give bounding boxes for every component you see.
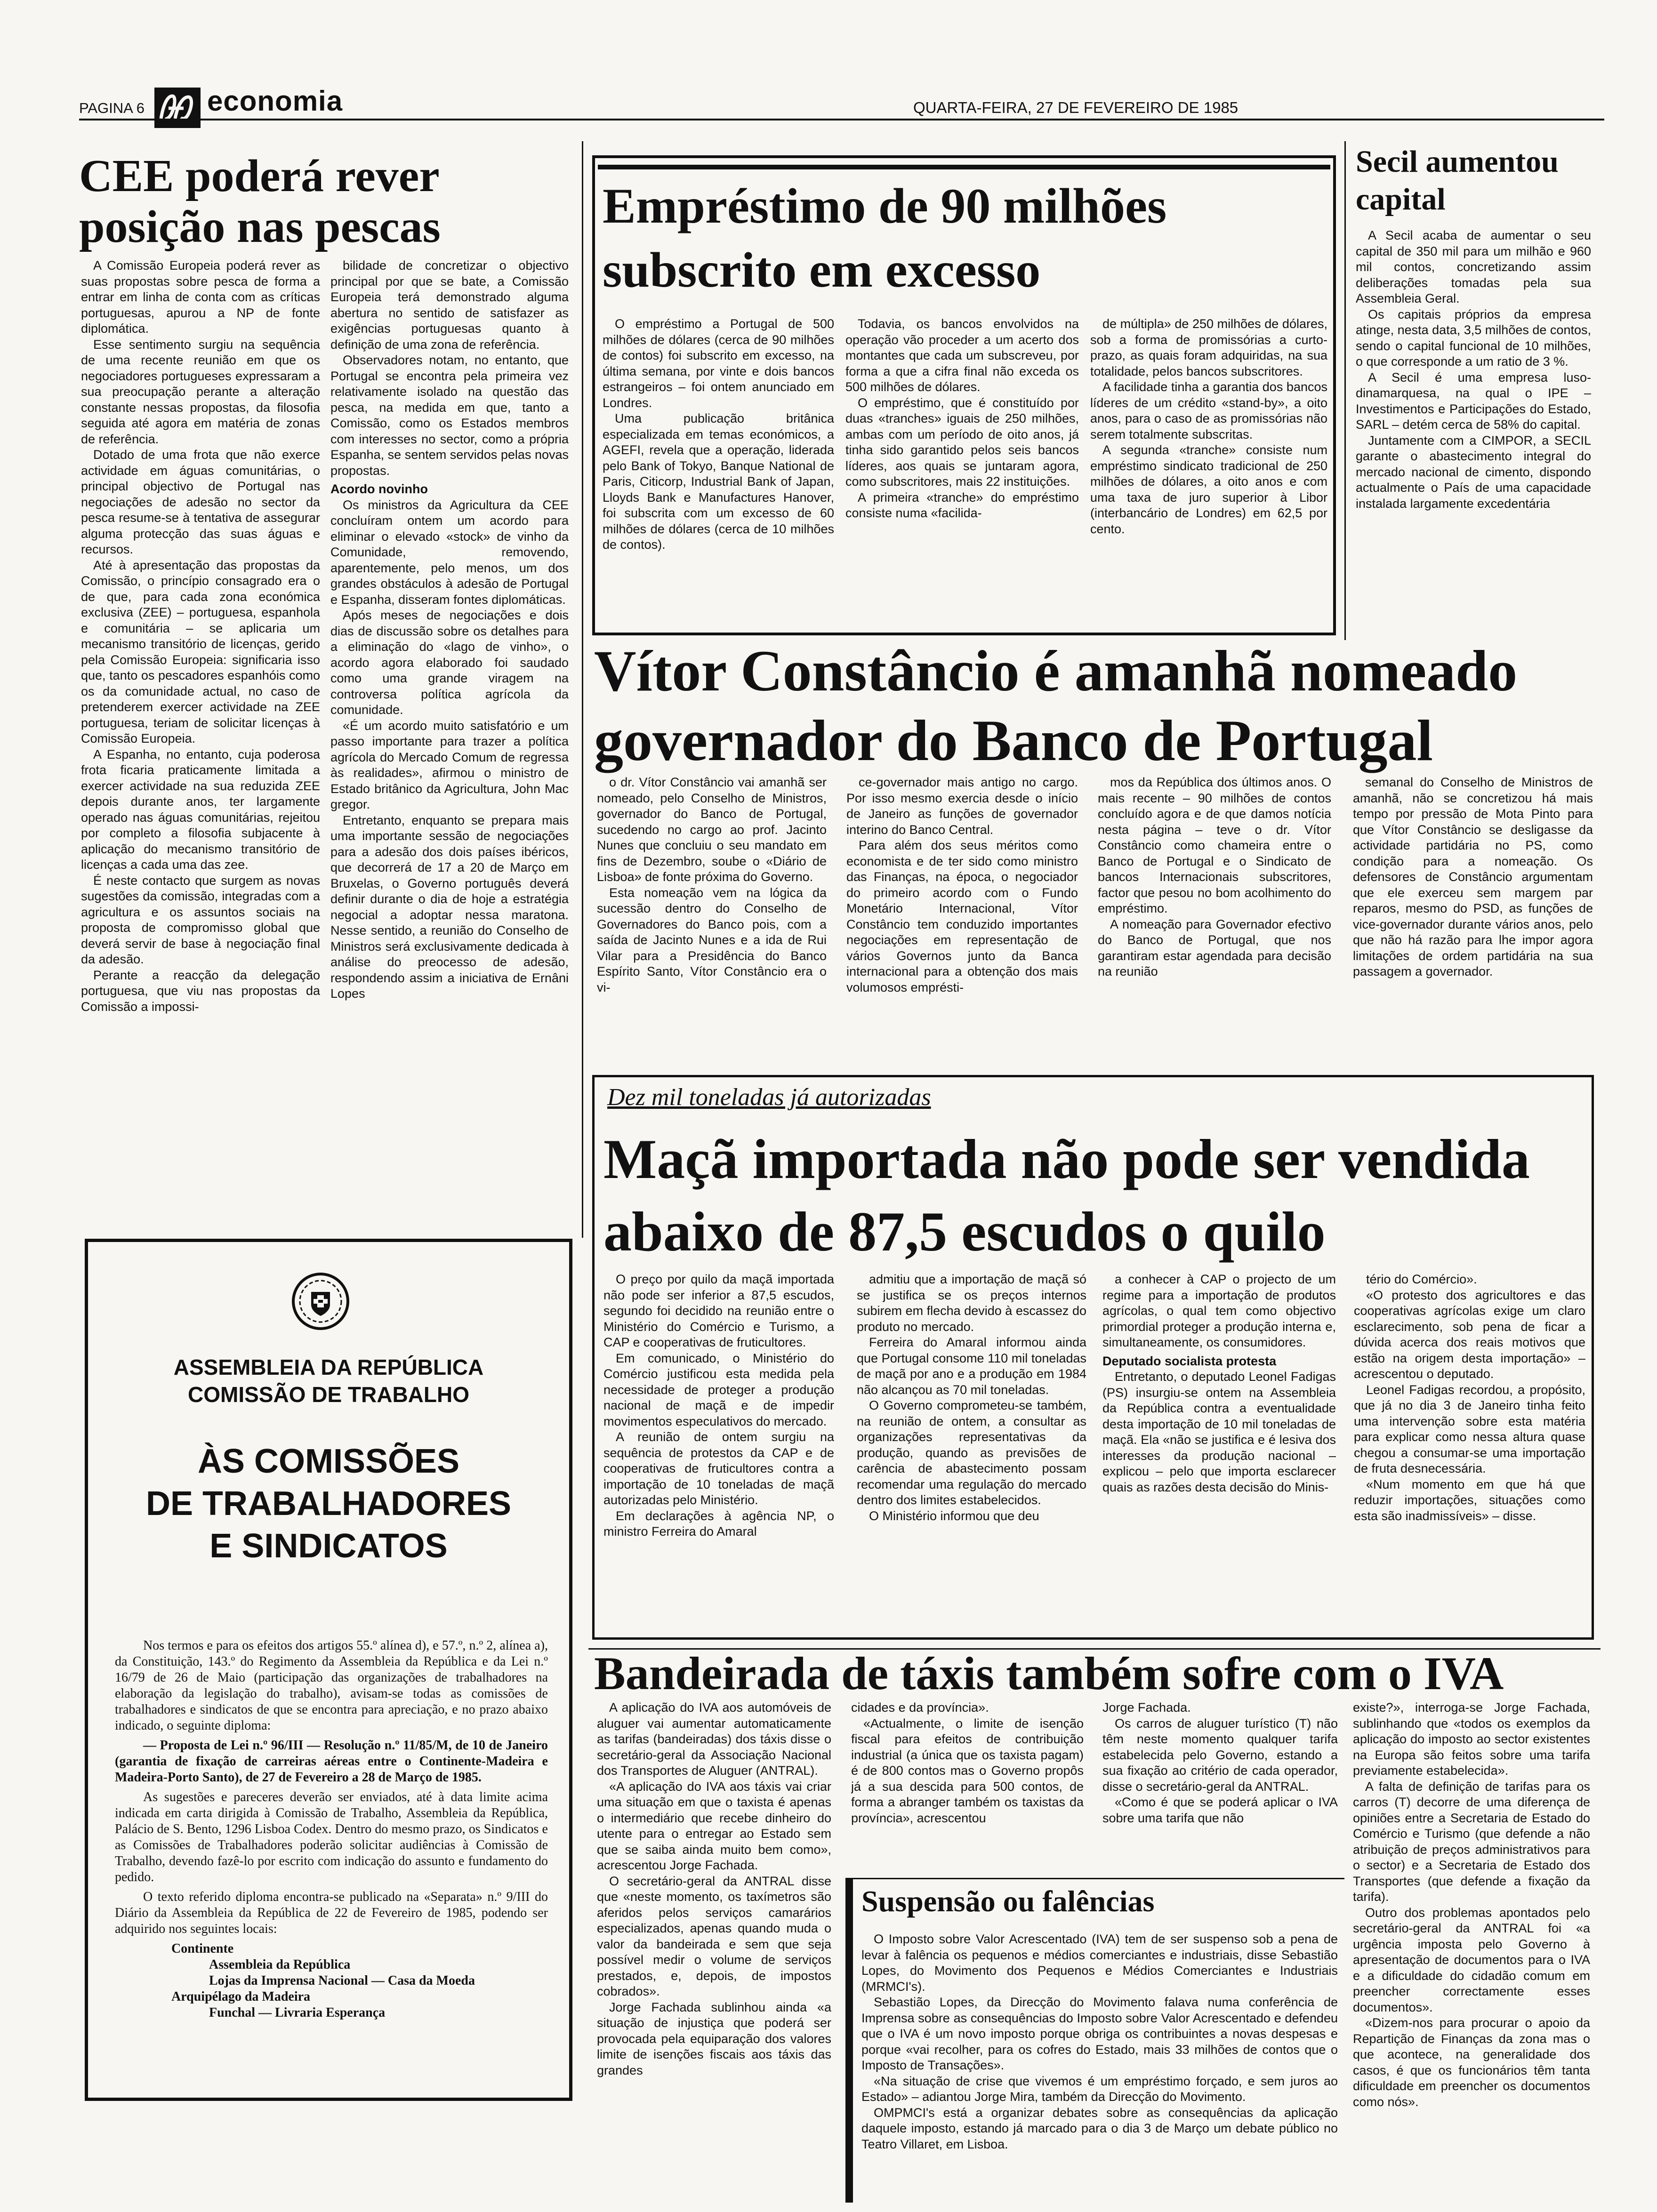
assembleia-para: As sugestões e pareceres deverão ser enviados, até à data limite acima indicada em carta dirigida à Comissão de Trabalho, Assembleia da República, Palácio de S. Bento, 1296 Lisboa Codex. Dentro do mesmo prazo, os Sindicatos e as Comissões de Trabalhadores poderão solicitar audiências à Comissão de Trabalho, devendo fazê-lo por escrito com indicação do assunto e fundamento do pedido. — [115, 1790, 548, 1884]
loan-headline-line1: Empréstimo de 90 milhões — [603, 178, 1167, 233]
loan-headline — [603, 174, 1327, 302]
assembleia-para: O texto referido diploma encontra-se publicado na «Separata» n.º 9/III do Diário da Assembleia da República de 22 de Fevereiro de 1985, podendo ser adquirido nos seguintes locais: — [115, 1890, 548, 1936]
apple-col1 — [603, 1272, 834, 1634]
cee-para: Entretanto, enquanto se prepara mais uma importante sessão de negociações para a adesão dos dois países ibéricos, que decorrerá de 17 a 20 de Março em Bruxelas, o Governo português deverá definir durante o dia de hoje a estratégia negocial a adoptar nessa maratona. Nesse sentido, a reunião do Conselho de Ministros será exclusivamente dedicada à análise do preocesso de adesão, respondendo assim a iniciativa de Ernâni Lopes — [330, 813, 569, 1001]
iva-para: Os carros de aluguer turístico (T) não têm neste momento qualquer tarifa estabelecida pelo Governo, estando a sua fixação ao critério de cada operador, disse o secretário-geral da ANTRAL. — [1102, 1716, 1338, 1794]
secil-headline-line1: Secil aumentou — [1356, 144, 1559, 179]
assembleia-big-heading — [89, 1440, 568, 1567]
column-rule — [582, 141, 583, 1238]
cee-para: Os ministros da Agricultura da CEE concluíram ontem um acordo para eliminar o elevado «stock» de vinho da Comunidade, removendo, aparentemente, pelo menos, um dos grandes obstáculos à adesão de Portugal e Espanha, disseram fontes diplomáticas. — [330, 497, 569, 607]
apple-para: O Ministério informou que deu — [869, 1508, 1039, 1523]
constancio-col3 — [1098, 775, 1331, 1057]
loan-col2 — [845, 316, 1079, 622]
apple-col4 — [1354, 1272, 1585, 1634]
secil-headline — [1356, 143, 1601, 218]
constancio-para: mos da República dos últimos anos. O mais recente – 90 milhões de contos concluído agora e de que damos notícia nesta página – teve o dr. Vítor Constâncio como chameira entre o Banco de Portugal e o Sindicato de bancos Internacionais subscritores, factor que pesou no bom acolhimento do empréstimo. — [1098, 775, 1331, 915]
constancio-headline-line2: governador do Banco de Portugal — [594, 708, 1433, 773]
apple-kicker: Dez mil toneladas já autorizadas — [607, 1084, 931, 1111]
constancio-para: Para além dos seus méritos como economista e de ter sido como ministro das Finanças, na época, o negociador do primeiro acordo com o Fundo Monetário Internacional, Vítor Constâncio tem conduzido importantes negociações em representação de vários Governos junto da Banca internacional para a obtenção dos mais volumosos emprésti- — [846, 838, 1078, 994]
iva-col4 — [1353, 1700, 1590, 2194]
constancio-col4 — [1353, 775, 1593, 1057]
loan-para: A segunda «tranche» consiste num empréstimo sindicato tradicional de 250 milhões de dólares, a oito anos e com uma taxa de juro superior à Libor (interbancário de Londres) em 62,5 por cento. — [1090, 443, 1327, 536]
iva-para: cidades e da província». — [851, 1700, 989, 1715]
apple-para: Em comunicado, o Ministério do Comércio justificou esta medida pela necessidade de proteger a produção nacional de maçã e de impedir movimentos especulativos do mercado. — [603, 1351, 834, 1428]
cee-headline — [79, 151, 578, 252]
apple-para: A reunião de ontem surgiu na sequência de protestos da CAP e de cooperativas de fruticultores contra a importação de 10 toneladas de maçã autorizadas pelo Ministério. — [603, 1430, 834, 1507]
cee-para: «É um acordo muito satisfatório e um passo importante para trazer a política agrícola do Mercado Comum de regressa às realidades», afirmou o ministro de Estado britânico da Agricultura, John Mac gregor. — [330, 718, 569, 811]
page-number: PAGINA 6 — [79, 100, 145, 116]
secil-para: Juntamente com a CIMPOR, a SECIL garante o abastecimento integral do mercado nacional de cimento, dispondo actualmente o País de uma capacidade instalada largamente excedentária — [1356, 433, 1591, 511]
suspension-para: «Na situação de crise que vivemos é um empréstimo forçado, e sem juros ao Estado» – adiantou Jorge Mira, também da Direcção do Movimento. — [861, 2074, 1338, 2104]
cee-para: Até à apresentação das propostas da Comissão, o princípio consagrado era o de que, para cada zona económica exclusiva (ZEE) – portuguesa, espanhola e comunitária – se aplicaria um mecanismo transitório de licenças, gerido pela Comissão Europeia: significaria isso que, tanto os pescadores espanhóis como os da comunidade actual, no caso de pretenderem exercer actividade na ZEE portuguesa, teriam de solicitar licenças à Comissão Europeia. — [81, 558, 320, 745]
cee-headline-line1: CEE poderá rever — [79, 151, 440, 201]
iva-para: «Actualmente, o limite de isenção fiscal para efeitos de contribuição industrial (a única que os taxista pagam) é de 800 contos mas o Governo propôs já a sua descida para 500 contos, de forma a abranger também os taxistas da província», acrescentou — [851, 1716, 1084, 1825]
cee-para: É neste contacto que surgem as novas sugestões da comissão, integradas com a agricultura e os assuntos sociais na proposta de compromisso global que deverá servir de base à negociação final da adesão. — [81, 873, 320, 966]
iva-para: O secretário-geral da ANTRAL disse que «neste momento, os taxímetros são aferidos pelos serviços camarários especializados, apenas quando muda o valor da bandeirada e sem que seja possível medir o volume de serviços prestados, e, depois, de impostos cobrados». — [597, 1874, 831, 1998]
apple-headline-line2: abaixo de 87,5 escudos o quilo — [603, 1200, 1326, 1263]
assembleia-big-line2: DE TRABALHADORES — [145, 1485, 511, 1523]
secil-para: A Secil acaba de aumentar o seu capital de 350 mil para um milhão e 960 mil contos, concretizando assim deliberações tomadas pela sua Assembleia Geral. — [1356, 228, 1591, 305]
iva-para: A falta de definição de tarifas para os carros (T) decorre de uma diferença de opiniões entre a Secretaria de Estado do Comércio e Turismo (que defende a não atribuição de preços administrativos para o sector) e a Secretaria de Estado dos Transportes (que defende a fixação da tarifa). — [1353, 1779, 1590, 1904]
loan-para: A facilidade tinha a garantia dos bancos líderes de um crédito «stand-by», a oito anos, para o caso de as promissórias não serem totalmente subscritas. — [1090, 380, 1327, 441]
suspension-headline: Suspensão ou falências — [861, 1884, 1155, 1918]
apple-headline — [603, 1123, 1592, 1268]
apple-para: a conhecer à CAP o projecto de um regime para a importação de produtos agrícolas, o qual tem como objectivo primordial proteger a produção interna e, simultaneamente, os consumidores. — [1102, 1272, 1336, 1349]
suspension-para: OMPMCI's está a organizar debates sobre as consequências da aplicação daquele imposto, estando já marcado para o dia 3 de Março um debate público no Teatro Villaret, em Lisboa. — [861, 2105, 1338, 2151]
header-rule — [79, 119, 1604, 120]
loan-para: Uma publicação britânica especializada em temas económicos, a AGEFI, revela que a operação, liderada pelo Bank of Tokyo, Banque National de Paris, Citicorp, Industrial Bank of Japan, Lloyds Bank e Manufactures Hanover, foi subscrita com um excesso de 60 milhões de dólares (cerca de 10 milhões de contos). — [603, 411, 834, 552]
iva-para: «Dizem-nos para procurar o apoio da Repartição de Finanças da zona mas o que acontece, na generalidade dos casos, é que os funcionários têm tanta dificuldade em preencher os documentos como nós». — [1353, 2016, 1590, 2109]
newspaper-logo-icon — [154, 88, 201, 128]
iva-headline: Bandeirada de táxis também sofre com o IVA — [594, 1647, 1504, 1699]
constancio-headline-line1: Vítor Constâncio é amanhã nomeado — [594, 639, 1518, 703]
apple-para: Leonel Fadigas recordou, a propósito, que já no dia 3 de Janeiro tinha feito uma intervenção sobre esta matéria para explicar como nessa altura quase chegou a consumar-se uma importação de fruta desnecessária. — [1354, 1382, 1585, 1475]
constancio-para: o dr. Vítor Constâncio vai amanhã ser nomeado, pelo Conselho de Ministros, governador do Banco de Portugal, sucedendo no cargo ao prof. Jacinto Nunes que concluiu o seu mandato em fins de Dezembro, soube o «Diário de Lisboa» de fonte próxima do Governo. — [597, 775, 827, 884]
iva-para: Jorge Fachada sublinhou ainda «a situação de injustiça que poderá ser provocada pela equiparação dos valores limite de isenções fiscais aos táxis das grandes — [597, 2000, 831, 2077]
assembleia-location: Assembleia da República — [209, 1957, 351, 1972]
loan-para: O empréstimo, que é constituído por duas «tranches» iguais de 250 milhões, ambas com um período de oito anos, já tinha sido garantido pelos seis bancos líderes, aos quais se juntaram agora, como subscritores, mais 22 instituições. — [845, 395, 1079, 489]
apple-subhead: Deputado socialista protesta — [1102, 1354, 1277, 1368]
constancio-col2 — [846, 775, 1078, 1057]
loan-top-rule — [598, 165, 1330, 169]
constancio-para: Esta nomeação vem na lógica da sucessão dentro do Conselho de Governadores do Banco pois, com a saída de Jacinto Nunes e a ida de Rui Vilar para a Presidência do Banco Espírito Santo, Vítor Constâncio era o vi- — [597, 885, 827, 994]
iva-para: «A aplicação do IVA aos táxis vai criar uma situação em que o taxista é apenas o intermediário que recebe dinheiro do utente para o entregar ao Estado sem que se saiba ainda muito bem como», acrescentou Jorge Fachada. — [597, 1779, 831, 1872]
cee-col1 — [81, 258, 320, 1227]
suspension-box-top-rule — [845, 1878, 1344, 1879]
assembleia-para-bold: — Proposta de Lei n.º 96/III — Resolução n.º 11/85/M, de 10 de Janeiro (garantia de fixação de carreiras aéreas entre o Continente-Madeira e Madeira-Porto Santo), de 27 de Fevereiro a 28 de Março de 1985. — [115, 1738, 548, 1785]
apple-para: O Governo comprometeu-se também, na reunião de ontem, a consultar as organizações representativas da produção, quando as previsões de carência de abastecimento possam recomendar uma regulação do mercado dentro dos limites estabelecidos. — [857, 1398, 1086, 1507]
iva-para: «Como é que se poderá aplicar o IVA sobre uma tarifa que não — [1102, 1795, 1338, 1825]
iva-para: A aplicação do IVA aos automóveis de aluguer vai aumentar automaticamente as tarifas (bandeiradas) dos táxis disse o secretário-geral da Associação Nacional dos Transportes de Aluguer (ANTRAL). — [597, 1700, 831, 1778]
apple-col2 — [857, 1272, 1086, 1634]
apple-col3 — [1102, 1272, 1336, 1634]
cee-col2 — [330, 258, 569, 1227]
apple-para: «Num momento em que há que reduzir importações, situações como esta são inadmissíveis» – disse. — [1354, 1477, 1585, 1523]
loan-para: A primeira «tranche» do empréstimo consiste numa «facilida- — [845, 490, 1079, 520]
cee-para: A Comissão Europeia poderá rever as suas propostas sobre pesca de forma a entrar em linha de conta com as críticas portuguesas, apurou a NP de fonte diplomática. — [81, 258, 320, 336]
assembleia-line2: COMISSÃO DE TRABALHO — [188, 1382, 469, 1407]
assembleia-location: Arquipélago da Madeira — [171, 1989, 311, 2004]
secil-col — [1356, 228, 1591, 642]
secil-headline-line2: capital — [1356, 182, 1446, 216]
assembleia-para: Nos termos e para os efeitos dos artigos 55.º alínea d), e 57.º, n.º 2, alínea a), da Constituição, 143.º do Regimento da Assembleia da República e da Lei n.º 16/79 de 26 de Maio (participação das organizações de trabalhadores na elaboração da legislação do trabalho), avisam-se todas as comissões de trabalhadores e sindicatos de que se encontra para apreciação, e no prazo abaixo indicado, o seguinte diploma: — [115, 1638, 548, 1733]
constancio-headline — [594, 636, 1606, 776]
loan-para: Todavia, os bancos envolvidos na operação vão proceder a um acerto dos montantes que cada um subscreveu, por forma a que a cifra final não exceda os 500 milhões de dólares. — [845, 317, 1079, 394]
assembleia-title — [89, 1354, 568, 1408]
assembleia-location: Funchal — Livraria Esperança — [209, 2005, 386, 2020]
loan-col3 — [1090, 316, 1327, 622]
apple-para: admitiu que a importação de maçã só se justifica se os preços internos subirem em flecha devido à escassez do produto no mercado. — [857, 1272, 1086, 1334]
cee-para: Perante a reacção da delegação portuguesa, que viu nas propostas da Comissão a impossi- — [81, 968, 320, 1014]
iva-col1 — [597, 1700, 831, 2194]
coat-of-arms-icon — [290, 1271, 351, 1332]
suspension-para: Sebastião Lopes, da Direcção do Movimento falava numa conferência de Imprensa sobre as consequências do Imposto sobre Valor Acrescentado e defendeu que o IVA é um novo imposto porque obriga os contribuintes a novas despesas e porque «vai recolher, para os cofres do Estado, mais 33 milhões de contos que o Imposto de Transações». — [861, 1995, 1338, 2072]
cee-para: A Espanha, no entanto, cuja poderosa frota ficaria praticamente limitada a exercer actividade na sua reduzida ZEE depois durante anos, ter largamente operado nas águas comunitárias, rejeitou por completo a filosofia subjacente à aplicação do mecanismo transitório de licenças a cada uma das zee. — [81, 747, 320, 872]
iva-col3 — [1102, 1700, 1338, 1874]
column-rule — [1344, 141, 1346, 640]
iva-col2 — [851, 1700, 1084, 1874]
cee-para: Esse sentimento surgiu na sequência de uma recente reunião em que os negociadores portugueses expressaram a sua preocupação perante a alteração constante nessas propostas, da filosofia seguida até agora em matéria de zonas de referência. — [81, 337, 320, 446]
cee-subhead: Acordo novinho — [330, 482, 428, 496]
iva-para: Jorge Fachada. — [1102, 1700, 1191, 1715]
constancio-para: A nomeação para Governador efectivo do Banco de Portugal, que nos garantiram estar agendada para decisão na reunião — [1098, 917, 1331, 978]
loan-para: O empréstimo a Portugal de 500 milhões de dólares (cerca de 90 milhões de contos) foi subscrito em excesso, na última semana, por vinte e dois bancos estrangeiros – foi ontem anunciado em Londres. — [603, 317, 834, 410]
assembleia-location: Lojas da Imprensa Nacional — Casa da Moeda — [209, 1973, 475, 1988]
apple-para: O preço por quilo da maçã importada não pode ser inferior a 87,5 escudos, segundo foi decidido na reunião entre o Ministério do Comércio e Turismo, a CAP e cooperativas de fruticultores. — [603, 1272, 834, 1349]
apple-para: Ferreira do Amaral informou ainda que Portugal consome 110 mil toneladas de maçã por ano e a produção em 1984 não alcançou as 70 mil toneladas. — [857, 1335, 1086, 1397]
apple-para: «O protesto dos agricultores e das cooperativas agrícolas exige um claro esclarecimento, sob pena de ficar a dúvida acerca dos reais motivos que estão na origem desta importação» – acrescentou o deputado. — [1354, 1288, 1585, 1381]
suspension-body — [861, 1931, 1338, 2204]
iva-para: Outro dos problemas apontados pelo secretário-geral da ANTRAL foi «a urgência imposta pelo Governo à apresentação de documentos para o IVA e a dificuldade do cidadão comum em preencher correctamente esses documentos». — [1353, 1905, 1590, 2014]
loan-col1 — [603, 316, 834, 622]
section-title: economia — [207, 85, 343, 117]
apple-headline-line1: Maçã importada não pode ser vendida — [603, 1128, 1530, 1190]
assembleia-body — [115, 1638, 548, 2090]
apple-para: tério do Comércio». — [1366, 1272, 1477, 1286]
secil-para: Os capitais próprios da empresa atinge, nesta data, 3,5 milhões de contos, sendo o capital funcional de 10 milhões, o que corresponde a um ratio de 3 %. — [1356, 307, 1591, 369]
assembleia-big-line1: ÀS COMISSÕES — [197, 1443, 460, 1480]
assembleia-location: Continente — [171, 1941, 234, 1956]
secil-para: A Secil é uma empresa luso-dinamarquesa, na qual o IPE – Investimentos e Participações do Estado, SARL – detém cerca de 58% do capital. — [1356, 370, 1591, 432]
apple-para: Em declarações à agência NP, o ministro Ferreira do Amaral — [603, 1508, 834, 1539]
edition-date: QUARTA-FEIRA, 27 DE FEVEREIRO DE 1985 — [913, 99, 1239, 116]
cee-para: bilidade de concretizar o objectivo principal por que se bate, a Comissão Europeia terá demonstrado alguma abertura no sentido de satisfazer as exigências portuguesas quanto à definição de uma zona de referência. — [330, 258, 569, 352]
cee-headline-line2: posição nas pescas — [79, 201, 441, 252]
loan-headline-line2: subscrito em excesso — [603, 242, 1041, 297]
assembleia-line1: ASSEMBLEIA DA REPÚBLICA — [173, 1355, 484, 1379]
loan-para: de múltipla» de 250 milhões de dólares, sob a forma de promissórias a curto-prazo, as quais foram adquiridas, na sua totalidade, pelos bancos subscritores. — [1090, 317, 1327, 378]
cee-para: Após meses de negociações e dois dias de discussão sobre os detalhes para a eliminação do «lago de vinho», o acordo agora elaborado foi saudado como uma grande viragem na controversa política agrícola da comunidade. — [330, 608, 569, 717]
suspension-box-left-bar — [845, 1878, 853, 2203]
cee-para: Dotado de uma frota que não exerce actividade em águas comunitárias, o principal objectivo de Portugal nas negociações de adesão no sector da pesca resume-se à tentativa de assegurar alguma protecção das suas águas e recursos. — [81, 448, 320, 556]
iva-para: existe?», interroga-se Jorge Fachada, sublinhando que «todos os exemplos da aplicação do imposto ao sector existentes na Europa são feitos sobre uma tarifa previamente estabelecida». — [1353, 1700, 1590, 1778]
cee-para: Observadores notam, no entanto, que Portugal se encontra pela primeira vez relativamente isolado na questão das pesca, na medida em que, tanto a Comissão, como os Estados membros com interesses no sector, como a própria Espanha, se sentem servidos pelas novas propostas. — [330, 353, 569, 478]
apple-para: Entretanto, o deputado Leonel Fadigas (PS) insurgiu-se ontem na Assembleia da República contra a eventualidade desta importação de 10 mil toneladas de maçã. Ela «não se justifica e é lesiva dos interesses da produção nacional – explicou – pelo que importa esclarecer quais as razões desta decisão do Minis- — [1102, 1370, 1336, 1494]
suspension-para: O Imposto sobre Valor Acrescentado (IVA) tem de ser suspenso sob a pena de levar à falência os pequenos e médios comerciantes e industriais, disse Sebastião Lopes, do Movimento dos Pequenos e Médios Comerciantes e Industriais (MRMCI's). — [861, 1932, 1338, 1994]
constancio-para: ce-governador mais antigo no cargo. Por isso mesmo exercia desde o início de Janeiro as funções de governador interino do Banco Central. — [846, 775, 1078, 837]
assembleia-big-line3: E SINDICATOS — [209, 1527, 448, 1565]
constancio-para: semanal do Conselho de Ministros de amanhã, não se concretizou há mais tempo por pressão de Mota Pinto para que Vítor Constâncio se desligasse da actividade partidária no PS, como condição para a nomeação. Os defensores de Constâncio argumentam que ele exerceu sem margem par reparos, mesmo do PSD, as funções de vice-governador durante vários anos, pelo que não há razão para lhe impor agora limitações de ordem partidária na sua passagem a governador. — [1353, 775, 1593, 978]
constancio-col1 — [597, 775, 827, 1057]
